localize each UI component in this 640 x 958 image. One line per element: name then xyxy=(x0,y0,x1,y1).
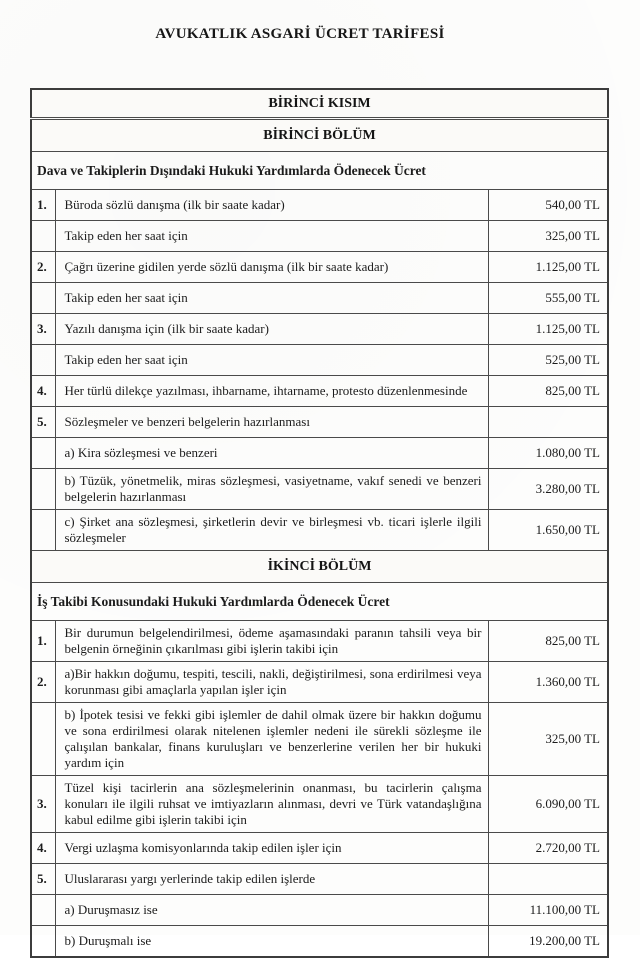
row-number-cell xyxy=(31,510,55,551)
row-number-cell: 4. xyxy=(31,376,55,407)
table-row xyxy=(31,926,608,957)
row-price-cell: 3.280,00 TL xyxy=(488,469,608,510)
row-number-cell xyxy=(31,221,55,252)
row-number-cell: 2. xyxy=(31,662,55,703)
row-number-cell xyxy=(31,438,55,469)
row-description-cell: Çağrı üzerine gidilen yerde sözlü danışma (ilk bir saate kadar) xyxy=(55,252,488,283)
table-row xyxy=(31,469,608,510)
section-header-row-2 xyxy=(31,551,608,583)
section-header-1: BİRİNCİ BÖLÜM xyxy=(31,119,608,152)
row-price-cell: 325,00 TL xyxy=(488,703,608,776)
row-description-cell: Tüzel kişi tacirlerin ana sözleşmelerinin onanması, bu tacirlerin çalışma konuları ile ilgili ruhsat ve imtiyazların alınması, devri ve Türk vatandaşlığına kabul edilme gibi işlerin takibi için xyxy=(55,776,488,833)
row-description-cell: Takip eden her saat için xyxy=(55,345,488,376)
row-description-cell: Uluslararası yargı yerlerinde takip edilen işlerde xyxy=(55,864,488,895)
row-price-cell: 325,00 TL xyxy=(488,221,608,252)
row-price-cell: 825,00 TL xyxy=(488,621,608,662)
row-number-cell: 5. xyxy=(31,864,55,895)
row-number-cell: 3. xyxy=(31,314,55,345)
table-row xyxy=(31,283,608,314)
row-price-cell xyxy=(488,864,608,895)
row-price-cell: 2.720,00 TL xyxy=(488,833,608,864)
row-description-cell: Takip eden her saat için xyxy=(55,221,488,252)
part-header: BİRİNCİ KISIM xyxy=(31,89,608,119)
row-price-cell: 1.360,00 TL xyxy=(488,662,608,703)
row-description-cell: b) Duruşmalı ise xyxy=(55,926,488,957)
row-price-cell: 1.080,00 TL xyxy=(488,438,608,469)
section-header-row-1 xyxy=(31,119,608,152)
section-subheader-row-1 xyxy=(31,152,608,190)
row-description-cell: a) Kira sözleşmesi ve benzeri xyxy=(55,438,488,469)
row-description-cell: b) Tüzük, yönetmelik, miras sözleşmesi, vasiyetname, vakıf senedi ve benzeri belgelerin hazırlanması xyxy=(55,469,488,510)
document-title: AVUKATLIK ASGARİ ÜCRET TARİFESİ xyxy=(155,26,445,42)
row-description-cell: Bir durumun belgelendirilmesi, ödeme aşamasındaki paranın tahsili veya bir belgenin örneğinin çıkarılması gibi işlerin takibi için xyxy=(55,621,488,662)
row-number-cell xyxy=(31,895,55,926)
row-price-cell xyxy=(488,407,608,438)
section-header-2: İKİNCİ BÖLÜM xyxy=(31,551,608,583)
section-subheader-row-2 xyxy=(31,583,608,621)
row-number-cell xyxy=(31,469,55,510)
row-description-cell: a) Duruşmasız ise xyxy=(55,895,488,926)
table-row xyxy=(31,510,608,551)
row-description-cell: Takip eden her saat için xyxy=(55,283,488,314)
table-row xyxy=(31,407,608,438)
table-row xyxy=(31,833,608,864)
row-number-cell: 5. xyxy=(31,407,55,438)
row-price-cell: 1.650,00 TL xyxy=(488,510,608,551)
row-price-cell: 19.200,00 TL xyxy=(488,926,608,957)
table-row xyxy=(31,252,608,283)
row-description-cell: Her türlü dilekçe yazılması, ihbarname, ihtarname, protesto düzenlenmesinde xyxy=(55,376,488,407)
table-row xyxy=(31,221,608,252)
fee-table xyxy=(30,88,609,958)
table-row xyxy=(31,345,608,376)
section-subheader-2: İş Takibi Konusundaki Hukuki Yardımlarda Ödenecek Ücret xyxy=(31,583,608,621)
row-description-cell: Vergi uzlaşma komisyonlarında takip edilen işler için xyxy=(55,833,488,864)
row-price-cell: 1.125,00 TL xyxy=(488,252,608,283)
row-description-cell: Büroda sözlü danışma (ilk bir saate kadar) xyxy=(55,190,488,221)
table-row xyxy=(31,190,608,221)
table-row xyxy=(31,314,608,345)
row-number-cell: 3. xyxy=(31,776,55,833)
table-row xyxy=(31,662,608,703)
table-row xyxy=(31,703,608,776)
row-number-cell: 1. xyxy=(31,621,55,662)
row-price-cell: 825,00 TL xyxy=(488,376,608,407)
row-number-cell: 2. xyxy=(31,252,55,283)
row-price-cell: 555,00 TL xyxy=(488,283,608,314)
table-row xyxy=(31,621,608,662)
row-price-cell: 6.090,00 TL xyxy=(488,776,608,833)
row-number-cell xyxy=(31,926,55,957)
table-row xyxy=(31,376,608,407)
row-number-cell xyxy=(31,703,55,776)
row-description-cell: c) Şirket ana sözleşmesi, şirketlerin devir ve birleşmesi vb. ticari işlerle ilgili sözleşmeler xyxy=(55,510,488,551)
row-number-cell xyxy=(31,345,55,376)
row-description-cell: b) İpotek tesisi ve fekki gibi işlemler de dahil olmak üzere bir hakkın doğumu ve sona erdirilmesi olarak nitelenen işlemler nedeni ile sürekli sözleşme ile çalışılan bankalar, finans kuruluşları ve benzerlerine verilen her bir hukuki yardım için xyxy=(55,703,488,776)
row-price-cell: 11.100,00 TL xyxy=(488,895,608,926)
row-description-cell: Yazılı danışma için (ilk bir saate kadar) xyxy=(55,314,488,345)
row-price-cell: 525,00 TL xyxy=(488,345,608,376)
table-row xyxy=(31,776,608,833)
row-number-cell: 1. xyxy=(31,190,55,221)
row-description-cell: a)Bir hakkın doğumu, tespiti, tescili, nakli, değiştirilmesi, sona erdirilmesi veya korunması gibi amaçlarla yapılan işler için xyxy=(55,662,488,703)
row-number-cell: 4. xyxy=(31,833,55,864)
row-number-cell xyxy=(31,283,55,314)
section-subheader-1: Dava ve Takiplerin Dışındaki Hukuki Yardımlarda Ödenecek Ücret xyxy=(31,152,608,190)
row-description-cell: Sözleşmeler ve benzeri belgelerin hazırlanması xyxy=(55,407,488,438)
part-header-row xyxy=(31,89,608,119)
row-price-cell: 540,00 TL xyxy=(488,190,608,221)
table-row xyxy=(31,438,608,469)
row-price-cell: 1.125,00 TL xyxy=(488,314,608,345)
table-row xyxy=(31,864,608,895)
table-row xyxy=(31,895,608,926)
